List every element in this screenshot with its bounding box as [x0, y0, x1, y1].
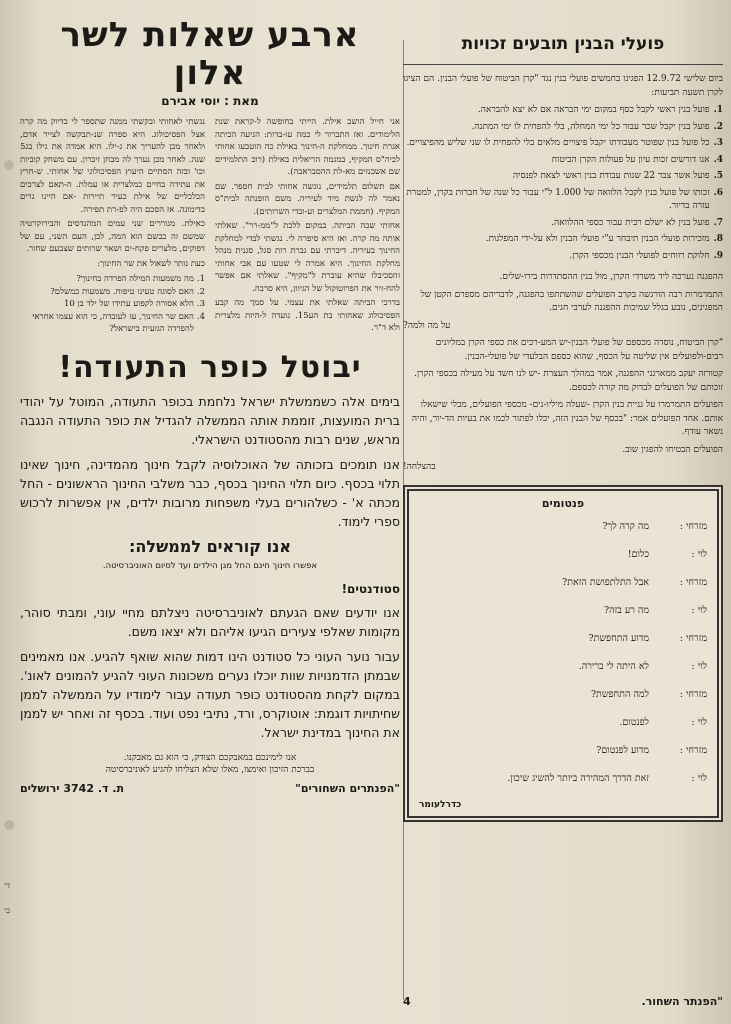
questions-list: [20, 273, 205, 336]
demands-list: [403, 104, 723, 263]
right-column: [403, 28, 723, 1008]
article-body: [403, 271, 723, 475]
subheading: על מה ולמה?: [403, 320, 451, 331]
publication-name: "הפנתר השחור.: [641, 995, 723, 1008]
dialogue-line: מזרחי : אבל התלתפושת הזאת?: [562, 576, 707, 588]
paragraph: ההפגנה נערכה ליד משרדי הקרן, מול בנין ההסתדרות בירו-שלים.: [499, 272, 723, 282]
dialogue-line: לוי : מה רע בזה?: [604, 604, 707, 616]
manifesto-body: [20, 392, 400, 742]
demand-item: 6. זכותו של פועל בנין לקבל הלוואה של 1.000 ל"י עבור כל שנה של חברות בקרן, למטרת עזרה בדיור.: [406, 187, 723, 211]
paragraph: אם תשלום תלמידים, נוגשה אחותי לבית חספר. שם נאמר לה לגשת מיד לעיריה. משם הופנתה לבית"ס המקיף. (חממת המלצרים וע-ובדי השרותים).: [215, 181, 400, 217]
text-column-b: [20, 116, 205, 340]
dialogue-line: מזרחי : מה קרה לך?: [602, 520, 707, 532]
punch-hole: [4, 160, 14, 170]
text-column-a: [215, 116, 400, 340]
dialogue-line: לוי : לפנטום.: [619, 716, 707, 728]
page-footer: [403, 995, 723, 1008]
demand-item: 1. פועל בנין ראשי לקבל כסף במקום ימי הבראה אם לא יצא להבראה.: [477, 105, 723, 115]
organization-name: "הפנתרים השחורים": [295, 781, 400, 795]
question-item: 1. מה משמעות המילה הפרדה בחינוך?: [76, 274, 205, 284]
demand-item: 4. אנו דורשים זכות עיון על פעולות הקרן הביטוח: [551, 154, 723, 165]
dialogue-line: לוי : זאת הדרך המהירה ביותר להשיג שיכון.: [507, 772, 707, 784]
paragraph: הפועלים הבטיחו להפגין שוב.: [622, 444, 723, 455]
paragraph: אנו יודעים שאם הגעתם לאוניברסיטה ניצלתם מחיי עוני, ומבתי סוהר, מקומות שאלפי צעירים הגיעו אליהם ולא יצאו משם.: [20, 604, 400, 639]
pantomime-box: [403, 485, 723, 822]
question-item: 3. הלא אסורה לקפוע עתידו של ילד בן 10: [63, 299, 205, 309]
closing-text: אנו לימינכם במאבקכם הצודק, כי הוא גם מאבקנו. בברכת הזיכון ואימצו, מאלו שלא הצליחו להגיע לאוניברסיטה: [105, 752, 315, 775]
question-item: 2. האם לסוגה טעינו טיפוח. משמעות כמשלם?: [50, 286, 205, 297]
manifesto-title: יבוטל כופר התעודה!: [58, 349, 362, 385]
demand-item: 7. פועל בנין לא ישלם רבית עבור כספי ההלוואה.: [551, 217, 723, 228]
demand-item: 8. מזכירות פועלי הבנין תיבחר ע"י פועלי הבנין ולא על-ידי המפלגות.: [485, 234, 723, 244]
pantomime-title: פנטומים: [541, 496, 585, 510]
article-title-alon: ארבע שאלות לשר אלון: [60, 15, 360, 93]
paragraph: אנו תומכים בזכותה של האוכלוסיה לקבל חינוך מהמדינה, חינוך שאינו תלוי בכסף. כיום תלוי החינוך בכסף, כבר משלבי החינוך הראשונים - החל מכתה א' - כשלהורים בעלי משפחות מרובות ילדים, אין אפשרות לרכוש ספרי לימוד.: [20, 456, 400, 529]
paragraph: כאילת. מגוררים שני עמים המהנדסים והבירוקרטיה שמשם זה כבשם הוא המה, לבן, העם השני, עם של דפוקים, מלצרים פקח-ים ושאר שרותים שצבעם שחור.: [20, 219, 205, 254]
paragraph: קטורזה יעקב ממארגני ההפגנה, אמר במהלך העצרת -יש לנו חשד על מעילה בכספי הקרן. זוכותם של הפועלים לבדוק מה קורה לכספם.: [414, 369, 723, 393]
pantomime-signature: כדרלעומר: [419, 799, 462, 810]
article-title-workers: פועלי הבנין תובעים זכויות: [461, 34, 665, 54]
call-heading: אנו קוראים לממשלה:: [129, 536, 291, 556]
paragraph: נגשתי לאחותי ובקשתי ממנה שתספר לי בדיוק מה קרה אצל הפסיכולוג. היא ספרה שנ-תבקשה לצייר אדם, ולאחר מכן להעריך את ג-ילו. היא אמדה את גילו בג5 שנה. לאחר מכן נערך לה מבחן זיכרון. עם משחק קוביות וכו' ובזה הסתיים היעוץ הפסיכולוגי של אחותי. ש-חרץ את עתידה בחיים כמלצרית או עמלת. ה-תאם לצרכים הכלכליים של אילת כעיר תיירות -אם היינו גרים בדימונה. אז הסכם היה לפ-רת תפירה.: [20, 117, 205, 215]
paragraph: בהצלחה!: [403, 462, 436, 472]
paragraph: בדרכי הביתה שאלתי את עצמי. על סמך מה קבע הפסיכולוג שאחותי בת הע15. נועדה ל-היות מלצרית ולא ד"ר.: [215, 298, 401, 333]
paragraph: "קרן הביטוח, נוסדה מכספם של פועלי הבנין-יש המע-רכים את כספי הקרן במליונים רבים-ולפועלים אין שליטה על הכסף, שהוא כספם הבלעדי של פועלי-הבנין.: [435, 338, 723, 362]
dialogue-line: מזרחי : מדוע התחפשת?: [588, 632, 707, 644]
punch-hole: [4, 820, 14, 830]
title-rule: [403, 64, 723, 65]
paragraph: הפועלים התמרמרו על גניית בנין הקרן -שעלה מיליו-נים- מכספי הפועלים, מבלי שישאלו אותם. אחד הפועלים אמר: "בכסף של הבנין הזה, יכלו לפתור לכמו את בעיות הד-יור, והיה נשאר עודף.: [411, 400, 723, 437]
students-heading: סטודנטים!: [341, 581, 400, 596]
question-item: 4. האם שר החינוך, עז לעובדה, כי הוא עצמו אחראי להפרדה הגזעית בישראל?: [32, 311, 205, 334]
left-edge-fragment: די בי: [4, 881, 10, 915]
paragraph: בימים אלה כשממשלת ישראל נלחמת בכופר התעודה, המוטל על יהודי ברית המועצות, זוממת אותה הממשלה להגדיל את כופר התעודה הנגבה מראש, שנים רבות מהסטודנט הישראלי.: [20, 393, 400, 447]
paragraph: עבור נוער העוני כל סטודנט הינו דמות שהוא שואף להגיע. אנו מאמינים שבמתן הזדמנויות שוות יוכלו נערים משכונות העוני להגיע להמונים לאונ'. במקום לקחת מהסטודנט כופר תעודה עבור לימודיו על הממשלה לממן שחיתויות דוגמת: אוטוקרס, ורד, נתיבי נפט ועוד. בכסף זה ואחר יש לממן את החינוך במדינת ישראל.: [20, 648, 400, 740]
manifesto-signature: [20, 782, 400, 795]
paragraph: התמרמרות רבה הורגשה בקרב הפועלים שהשתתפו בהפגנה, לדבריהם מספרם הקטן של המפגינים, נובע בגלל שמיכות ההפגנה לערבי חגים.: [420, 289, 723, 313]
article-two-column: [20, 116, 400, 340]
paragraph: אני חייל הושב אילת. הייתי בחופשה ל-קראת שנת הלימודים. ואז התברור לי כמה עו-בדות: הגיעה הביתה אגרת חינוך. ממחלקת ה-חינוך באילת כה הוטבעו אחותי לביה"ס המקיף, במגמה הריאלית באילת (רוב התלמידים שם אשכנזים מא-לת ההסבראבה).: [215, 117, 400, 177]
demand-item: 5. פועל אשר צבר 22 שנות עבודת בנין ראשי לצאת לפנסיה: [512, 171, 723, 181]
demand-item: 9. חלוקת רווחים לפועלי הבנין מכספי הקרן.: [569, 250, 723, 261]
byline: מאת : יוסי אבירם: [161, 94, 259, 108]
dialogue-line: לוי : כלום!: [627, 548, 707, 560]
paragraph: כעת נותר לשאול את שר החינוך:: [97, 258, 205, 269]
demand-item: 2. פועל בנין יקבל שכר עבור כל ימי המחלה, בלי להפחית לו ימי המתנה.: [471, 121, 723, 132]
demand-item: 3. כל פועל בנין שפוטר מעבודתו יקבל פיצויים מלאים בלי להפחית לו שני שליש מהפיצויים.: [406, 138, 723, 148]
left-column: [20, 16, 400, 1006]
dialogue-line: לוי : לא היתה לי ברירה.: [578, 660, 707, 672]
dialogue-line: מזרחי : מדוע לפנטום?: [596, 744, 707, 756]
page-number: 4: [403, 995, 411, 1008]
paragraph: אחותי שבה הביתה. במקום ללכת ל"ממ-רר". שאלתי אותה מה קרה. ואז היא סיפרה לי. נגשתי לבדי למחלקת החינוך בעיריה. דיברתי עם גברת רות סגל, סגנית מנהל מחלקת החינוך. היא אמרה לי שטעו עם אבי אחותי והסכיבלו שהיא עוברת ל"מקיף". שאלתי אם אפשר להח-זיר את הפרוטוקול של הגיוון, היא סרבה.: [215, 221, 400, 294]
article-intro: ביום שלישי 12.9.72 הפגינו בחמשים פועלי בנין נגד "קרן הביטוח של פועלי הבנין. הם הציגו לקרן תשעה תביעות:: [403, 74, 723, 98]
po-box: ת. ד. 3742 ירושלים: [20, 781, 124, 795]
call-subtext: אפשרו חינוך חינם החל מגן הילדים ועד לסיום האוניברסיטה.: [102, 560, 318, 571]
dialogue-line: מזרחי : למה התחפשת?: [590, 688, 707, 700]
